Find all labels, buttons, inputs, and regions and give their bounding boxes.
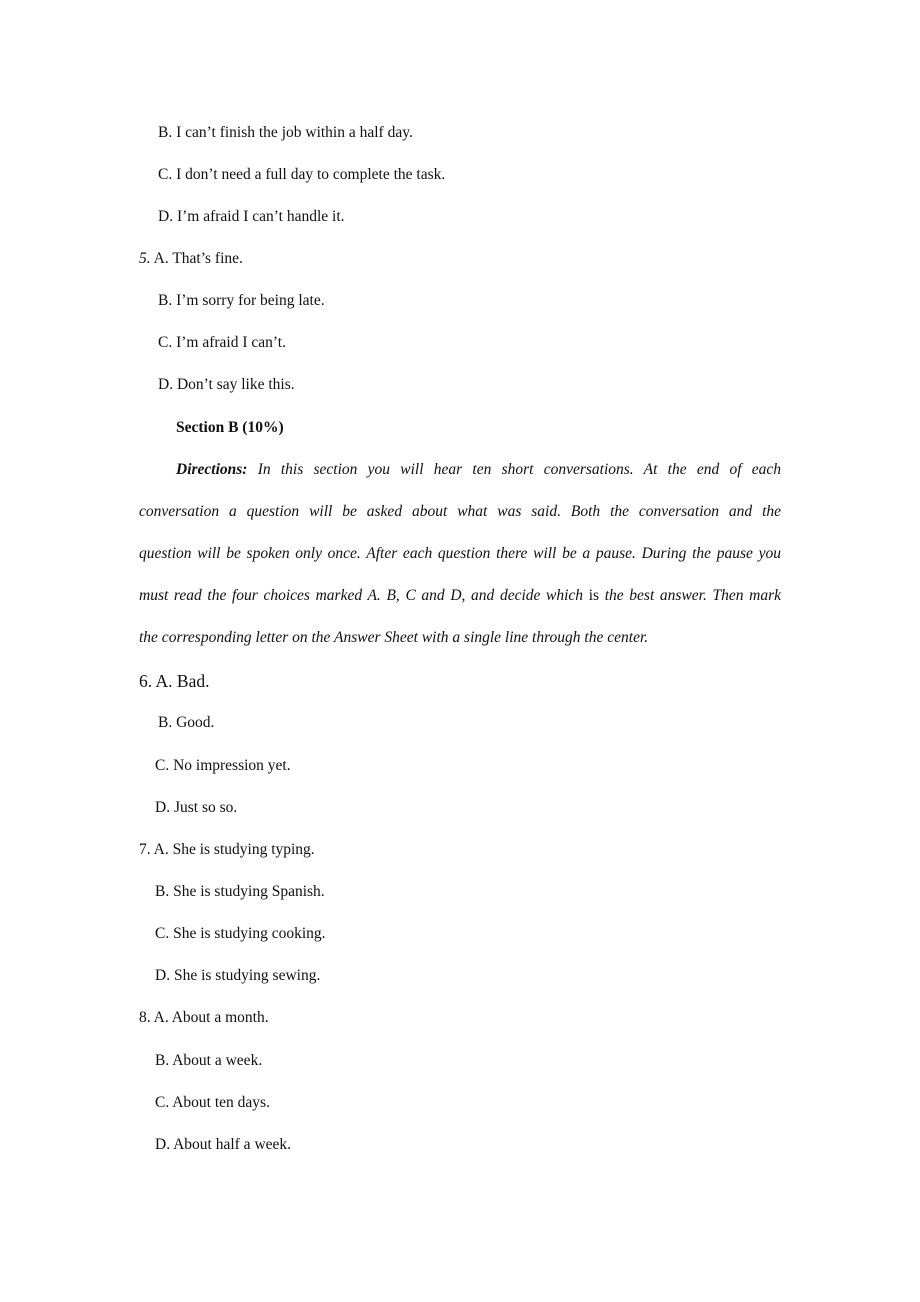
q5-option-b: B. I’m sorry for being late. bbox=[158, 292, 325, 309]
section-b-title: Section B (10%) bbox=[176, 419, 284, 436]
q5-option-a bbox=[139, 249, 243, 269]
directions-text-4a: must read the four choices marked A. B, C and D, and decide which bbox=[139, 587, 584, 604]
q6-option-a: 6. A. Bad. bbox=[139, 671, 210, 691]
q4-option-c: C. I don’t need a full day to complete the task. bbox=[158, 166, 446, 183]
q8-option-c: C. About ten days. bbox=[155, 1094, 270, 1111]
directions-line-5: the corresponding letter on the Answer Sheet with a single line through the center. bbox=[139, 629, 649, 646]
q5-option-c: C. I’m afraid I can’t. bbox=[158, 334, 286, 351]
q6-option-b: B. Good. bbox=[158, 714, 215, 731]
q4-option-b: B. I can’t finish the job within a half day. bbox=[158, 124, 413, 141]
q7-option-c: C. She is studying cooking. bbox=[155, 925, 326, 942]
directions-line-1 bbox=[176, 460, 781, 480]
q6-option-c: C. No impression yet. bbox=[155, 757, 291, 774]
directions-line-4 bbox=[139, 586, 781, 606]
q7-option-a: 7. A. She is studying typing. bbox=[139, 841, 315, 858]
q5-option-d: D. Don’t say like this. bbox=[158, 376, 295, 393]
q7-option-b: B. She is studying Spanish. bbox=[155, 883, 325, 900]
q5-number: 5. bbox=[139, 250, 151, 267]
q4-option-d: D. I’m afraid I can’t handle it. bbox=[158, 208, 345, 225]
q8-option-b: B. About a week. bbox=[155, 1052, 263, 1069]
directions-text-4-is: is bbox=[588, 587, 600, 604]
directions-text-1: In this section you will hear ten short conversations. At the end of each bbox=[257, 461, 782, 478]
directions-line-3: question will be spoken only once. After each question there will be a pause. During the pause you bbox=[139, 545, 781, 562]
directions-label: Directions: bbox=[176, 461, 248, 478]
q8-option-a: 8. A. About a month. bbox=[139, 1009, 269, 1026]
q8-option-d: D. About half a week. bbox=[155, 1136, 292, 1153]
directions-line-2: conversation a question will be asked about what was said. Both the conversation and the bbox=[139, 503, 781, 520]
q7-option-d: D. She is studying sewing. bbox=[155, 967, 321, 984]
q6-option-d: D. Just so so. bbox=[155, 799, 238, 816]
directions-text-4b: the best answer. Then mark bbox=[604, 587, 782, 604]
q5-option-a-text: A. That’s fine. bbox=[153, 250, 243, 267]
